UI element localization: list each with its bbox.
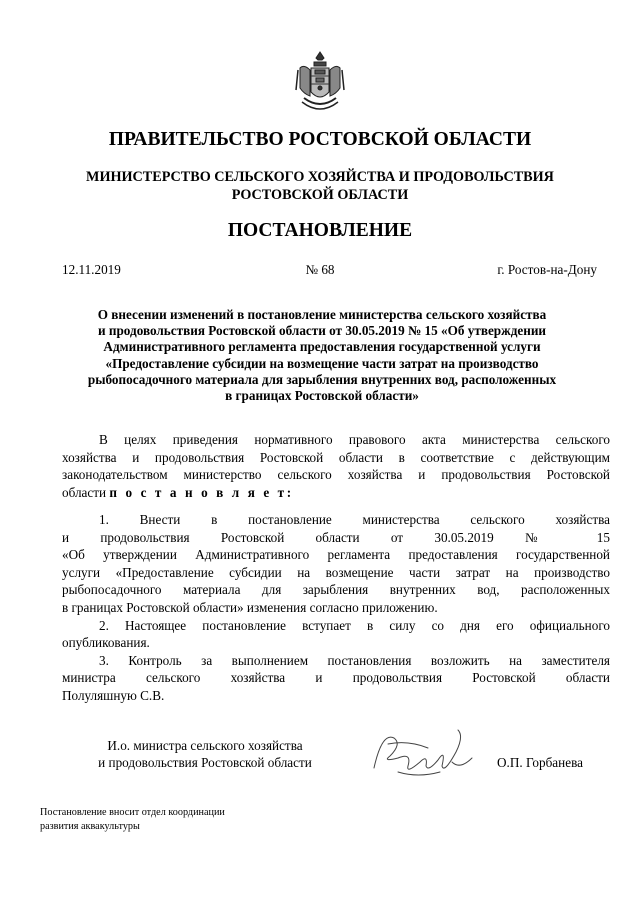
resolution-items	[62, 511, 610, 705]
government-title: ПРАВИТЕЛЬСТВО РОСТОВСКОЙ ОБЛАСТИ	[108, 129, 532, 150]
resolves-word: п о с т а н о в л я е т:	[109, 484, 294, 500]
text-line: министра сельского хозяйства и продовольствия Ростовской области	[62, 670, 610, 686]
footer-note	[40, 806, 225, 833]
text-line: опубликования.	[62, 635, 150, 651]
subject-line: Административного регламента предоставления государственной услуги	[103, 339, 541, 355]
text-line: 3. Контроль за выполнением постановления возложить на заместителя	[99, 652, 610, 668]
document-city: г. Ростов-на-Дону	[497, 262, 597, 277]
text-line: 2. Настоящее постановление вступает в силу со дня его официального	[99, 617, 610, 633]
subject-line: в границах Ростовской области»	[225, 388, 419, 404]
document-number: № 68	[305, 262, 335, 277]
footer-line: развития аквакультуры	[40, 820, 140, 832]
text-fragment: области	[62, 484, 110, 500]
document-date: 12.11.2019	[62, 262, 121, 277]
signatory-position	[60, 737, 350, 772]
text-line: и продовольствия Ростовской области от 30.05.2019 № 15	[62, 529, 610, 545]
preamble-paragraph	[62, 431, 610, 501]
text-line: В целях приведения нормативного правового акта министерства сельского	[99, 432, 610, 447]
ministry-title	[0, 168, 640, 204]
text-line: законодательством министерство сельского хозяйства и продовольствия Ростовской	[62, 467, 610, 483]
text-line	[62, 484, 610, 502]
subject-line: «Предоставление субсидии на возмещение части затрат на производство	[105, 355, 539, 371]
text-line: услуги «Предоставление субсидии на возмещение части затрат на производство	[62, 564, 610, 580]
footer-line: Постановление вносит отдел координации	[40, 807, 225, 818]
document-type: ПОСТАНОВЛЕНИЕ	[227, 220, 413, 241]
text-line: 1. Внести в постановление министерства сельского хозяйства	[99, 512, 610, 527]
subject-line: и продовольствия Ростовской области от 30.05.2019 № 15 «Об утверждении	[97, 323, 547, 339]
position-line: и продовольствия Ростовской области	[98, 755, 312, 771]
handwritten-signature	[368, 722, 478, 782]
subject-line: О внесении изменений в постановление министерства сельского хозяйства	[97, 307, 547, 322]
text-line: в границах Ростовской области» изменения согласно приложению.	[62, 599, 438, 615]
coat-of-arms-emblem	[294, 50, 346, 120]
text-line: Полуляшную С.В.	[62, 687, 165, 703]
text-line: «Об утверждении Административного регламента предоставления государственной	[62, 547, 610, 563]
document-subject	[52, 307, 592, 404]
subject-line: рыбопосадочного материала для зарыбления внутренних вод, расположенных	[87, 371, 557, 387]
ministry-line: РОСТОВСКОЙ ОБЛАСТИ	[231, 187, 409, 203]
text-line: рыбопосадочного материала для зарыбления внутренних вод, расположенных	[62, 582, 610, 598]
signatory-name: О.П. Горбанева	[497, 755, 583, 770]
ministry-line: МИНИСТЕРСТВО СЕЛЬСКОГО ХОЗЯЙСТВА И ПРОДОВОЛЬСТВИЯ	[86, 169, 554, 185]
text-line: хозяйства и продовольствия Ростовской области в соответствие с действующим	[62, 449, 610, 465]
position-line: И.о. министра сельского хозяйства	[107, 738, 303, 753]
